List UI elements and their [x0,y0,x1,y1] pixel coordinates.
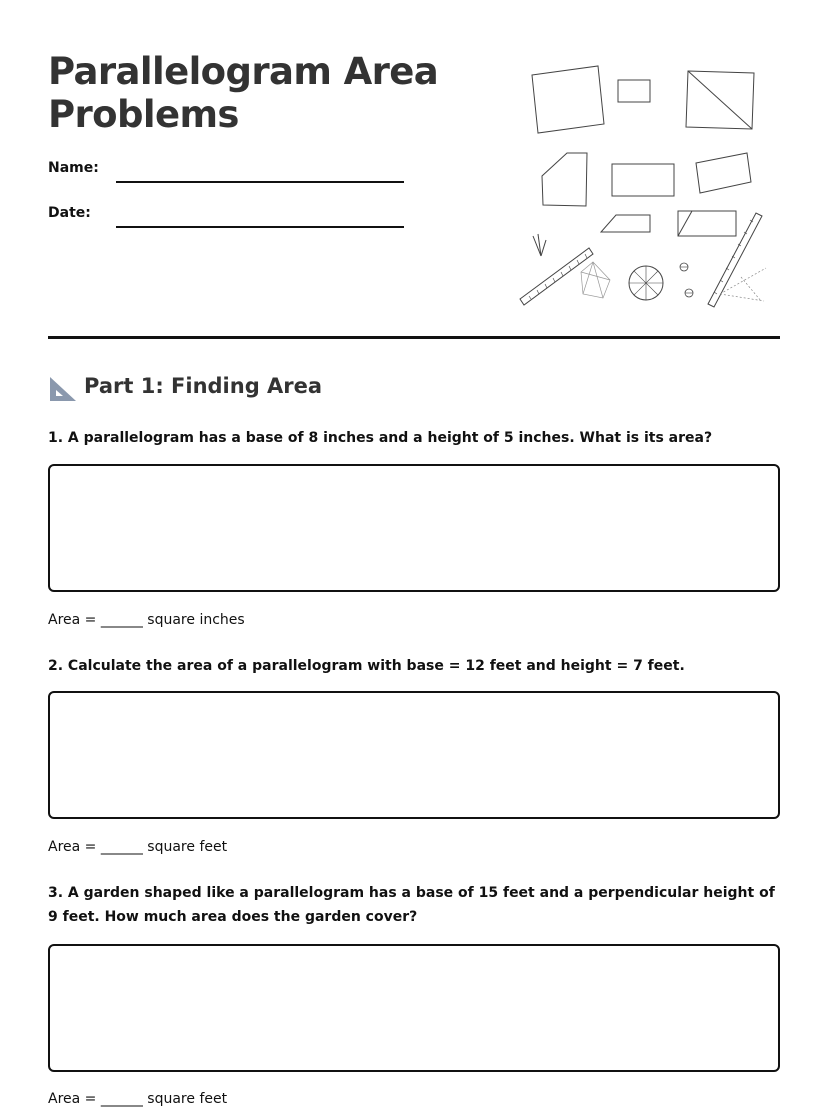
question-1: 1. A parallelogram has a base of 8 inches and a height of 5 inches. What is its area? [48,430,713,446]
set-square-icon [48,373,78,403]
area-answer-1: Area = ______ square inches [48,612,245,628]
answer-box-2[interactable] [48,691,780,819]
part-1-title: Part 1: Finding Area [84,374,323,398]
worksheet-title: Parallelogram Area Problems [48,50,439,136]
name-input-line[interactable] [116,181,404,183]
question-3: 3. A garden shaped like a parallelogram has a base of 15 feet and a perpendicular height of 9 feet. How much area does the garden cover? [48,885,775,925]
answer-box-1[interactable] [48,464,780,592]
date-label: Date: [48,205,91,221]
section-divider [48,336,780,339]
name-label: Name: [48,160,99,176]
area-answer-2: Area = ______ square feet [48,839,228,855]
geometry-tools-clipart [515,58,775,316]
answer-box-3[interactable] [48,944,780,1072]
date-input-line[interactable] [116,226,404,228]
question-2: 2. Calculate the area of a parallelogram with base = 12 feet and height = 7 feet. [48,658,685,674]
area-answer-3: Area = ______ square feet [48,1091,228,1107]
